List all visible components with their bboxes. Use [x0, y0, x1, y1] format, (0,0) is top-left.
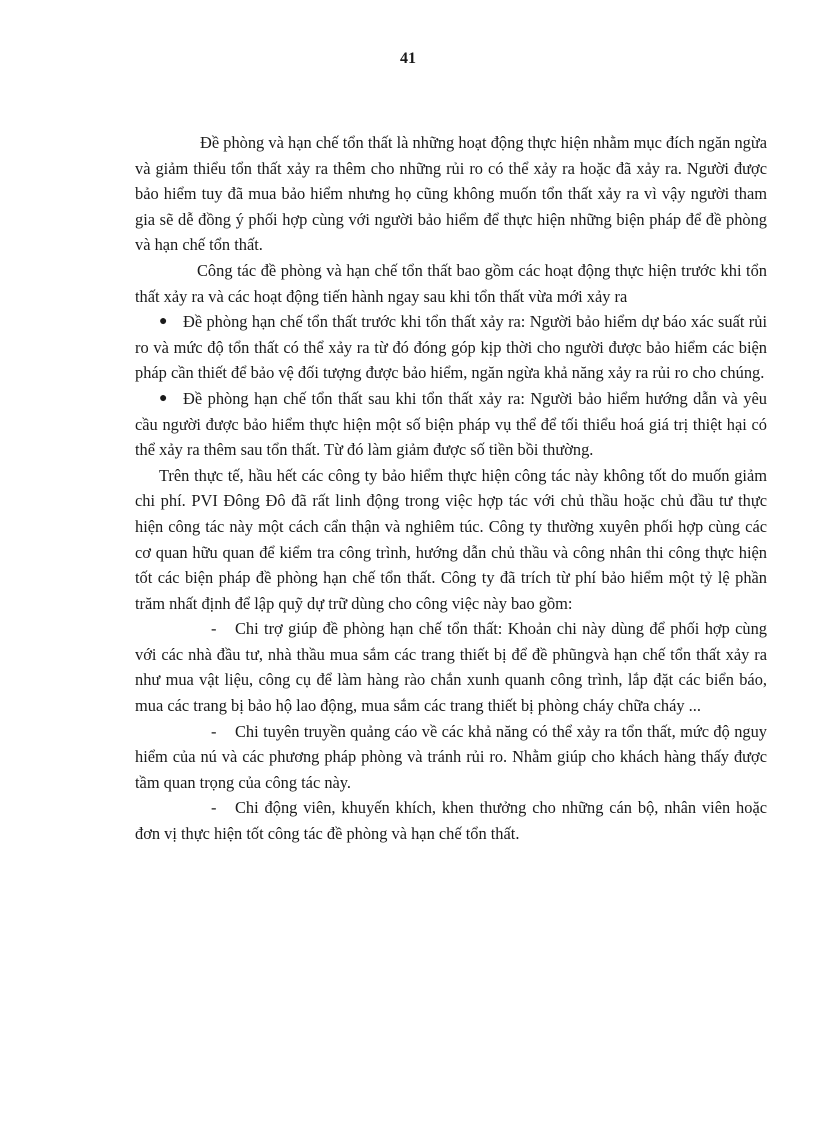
dash-item-support [135, 616, 767, 718]
dash-text: Chi trợ giúp đề phòng hạn chế tổn thất: Khoản chi này dùng để phối hợp cùng với các nhà đầu tư, nhà thầu mua sắm các trang thiết bị để đề phũngvà hạn chế tổn thất xảy ra như mua vật liệu, công cụ để làm hàng rào chắn xunh quanh công trình, lắp đặt các biển báo, mua các trang bị bảo hộ lao động, mua sắm các trang thiết bị phòng cháy chữa cháy ... [135, 619, 767, 716]
paragraph-intro: Đề phòng và hạn chế tổn thất là những hoạt động thực hiện nhằm mục đích ngăn ngừa và giảm thiểu tổn thất xảy ra thêm cho những rủi ro có thể xảy ra hoặc đã xảy ra. Người được bảo hiểm tuy đã mua bảo hiểm nhưng họ cũng không muốn tổn thất xảy ra vì vậy người tham gia sẽ dễ đồng ý phối hợp cùng với người bảo hiểm để thực hiện những biện pháp để đề phòng và hạn chế tổn thất. [135, 133, 767, 255]
bullet-item-before-loss [135, 309, 767, 386]
bullet-icon: ● [159, 390, 168, 406]
bullet-text: Đề phòng hạn chế tổn thất sau khi tổn thất xảy ra: Người bảo hiểm hướng dẫn và yêu cầu người được bảo hiểm thực hiện một số biện pháp vụ thể để tối thiểu hoá giá trị thiệt hại có thể xảy ra thêm sau tổn thất. Từ đó làm giảm được số tiền bồi thường. [135, 388, 767, 460]
page-number: 41 [400, 50, 416, 67]
dash-marker: - [211, 619, 217, 639]
dash-text: Chi động viên, khuyến khích, khen thưởng cho những cán bộ, nhân viên hoặc đơn vị thực hiện tốt công tác đề phòng và hạn chế tổn thất. [135, 798, 767, 844]
dash-item-advertising [135, 719, 767, 796]
document-body [135, 130, 767, 847]
bullet-icon: ● [159, 314, 168, 330]
dash-marker: - [211, 798, 217, 818]
paragraph-practice: Trên thực tế, hầu hết các công ty bảo hiểm thực hiện công tác này không tốt do muốn giảm chi phí. PVI Đông Đô đã rất linh động trong việc hợp tác với chủ thầu hoặc chủ đầu tư thực hiện công tác này một cách cẩn thận và nghiêm túc. Công ty thường xuyên phối hợp cùng các cơ quan hữu quan để kiểm tra công trình, hướng dẫn chủ thầu và công nhân thi công thực hiện tốt các biện pháp đề phòng hạn chế tổn thất. Công ty đã trích từ phí bảo hiểm một tỷ lệ phần trăm nhất định để lập quỹ dự trữ dùng cho công việc này bao gồm: [135, 465, 767, 613]
paragraph-scope: Công tác đề phòng và hạn chế tổn thất bao gồm các hoạt động thực hiện trước khi tổn thất xảy ra và các hoạt động tiến hành ngay sau khi tổn thất vừa mới xảy ra [135, 260, 767, 306]
dash-marker: - [211, 721, 217, 741]
dash-item-rewards [135, 795, 767, 846]
bullet-item-after-loss [135, 386, 767, 463]
bullet-text: Đề phòng hạn chế tổn thất trước khi tổn thất xảy ra: Người bảo hiểm dự báo xác suất rủi ro và mức độ tổn thất có thể xảy ra từ đó đóng góp kịp thời cho người được bảo hiểm các biện pháp cần thiết để bảo vệ đối tượng được bảo hiểm, ngăn ngừa khả năng xảy ra rủi ro cho chúng. [135, 312, 767, 383]
dash-text: Chi tuyên truyền quảng cáo về các khả năng có thể xảy ra tổn thất, mức độ nguy hiểm của nú và các phương pháp phòng và tránh rủi ro. Nhằm giúp cho khách hàng thấy được tầm quan trọng của công tác này. [135, 721, 767, 792]
